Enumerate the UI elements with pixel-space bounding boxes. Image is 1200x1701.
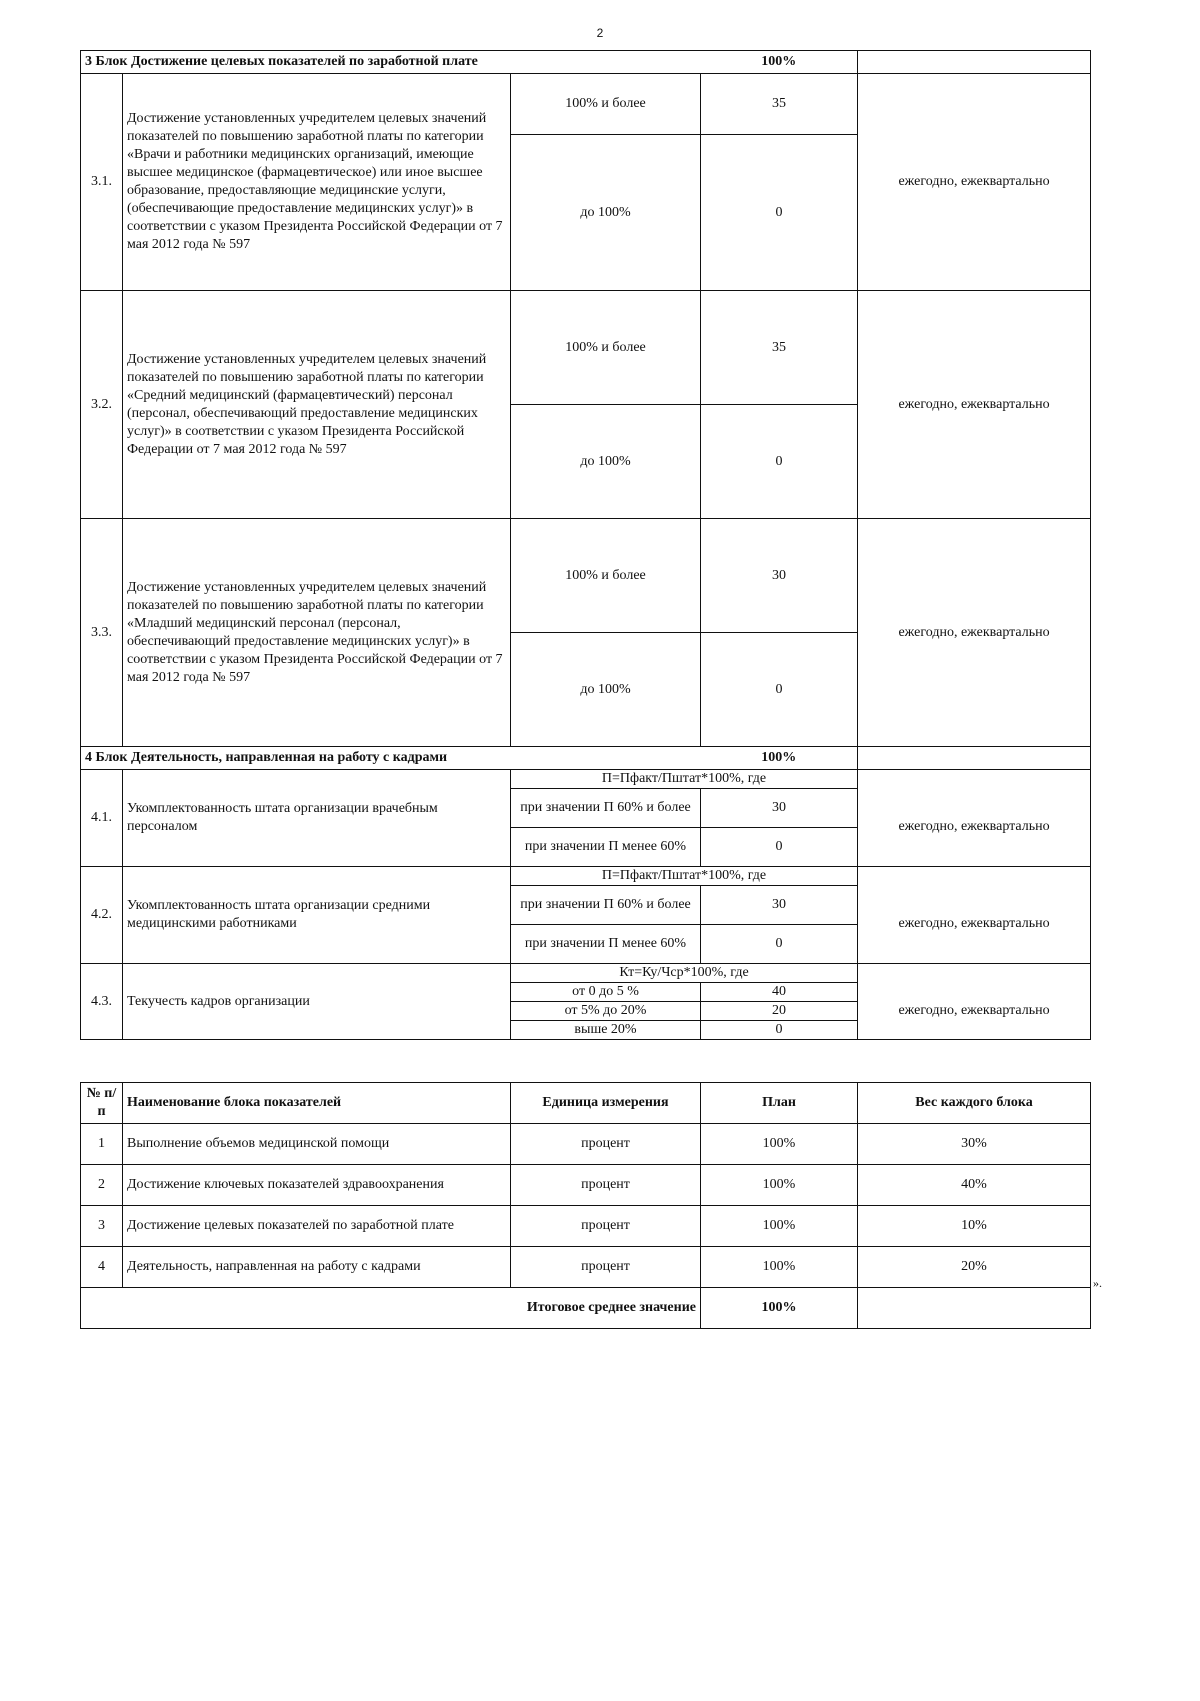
summary-plan: 100%	[701, 1165, 858, 1206]
header-unit: Единица измерения	[511, 1083, 701, 1124]
summary-name: Достижение ключевых показателей здравоохранения	[123, 1165, 511, 1206]
summary-total-row	[81, 1288, 1091, 1329]
table-row	[81, 770, 1091, 789]
points: 0	[701, 405, 858, 519]
summary-name: Достижение целевых показателей по заработной плате	[123, 1206, 511, 1247]
periodicity: ежегодно, ежеквартально	[858, 789, 1091, 867]
table-row	[81, 1165, 1091, 1206]
summary-unit: процент	[511, 1124, 701, 1165]
condition: 100% и более	[511, 74, 701, 135]
points: 0	[701, 1021, 858, 1040]
condition: от 5% до 20%	[511, 1002, 701, 1021]
summary-weight: 10%	[858, 1206, 1091, 1247]
table-row	[81, 74, 1091, 135]
points: 35	[701, 291, 858, 405]
condition: при значении П 60% и более	[511, 886, 701, 925]
row-number: 3.2.	[81, 291, 123, 519]
summary-num: 3	[81, 1206, 123, 1247]
summary-num: 4	[81, 1247, 123, 1288]
block4-title: 4 Блок Деятельность, направленная на работу с кадрами	[81, 747, 701, 770]
table-row	[81, 519, 1091, 633]
condition: при значении П менее 60%	[511, 925, 701, 964]
table-row	[81, 1124, 1091, 1165]
summary-plan: 100%	[701, 1124, 858, 1165]
condition: до 100%	[511, 633, 701, 747]
table-row	[81, 964, 1091, 983]
summary-plan: 100%	[701, 1247, 858, 1288]
summary-table	[80, 1082, 1091, 1329]
periodicity: ежегодно, ежеквартально	[858, 74, 1091, 291]
summary-weight: 30%	[858, 1124, 1091, 1165]
block3-weight: 100%	[701, 51, 858, 74]
points: 0	[701, 925, 858, 964]
block4-header	[81, 747, 1091, 770]
row-number: 4.3.	[81, 964, 123, 1040]
points: 30	[701, 886, 858, 925]
row-number: 4.2.	[81, 867, 123, 964]
condition: 100% и более	[511, 519, 701, 633]
points: 0	[701, 135, 858, 291]
condition: до 100%	[511, 135, 701, 291]
summary-header-row	[81, 1083, 1091, 1124]
indicator-description: Укомплектованность штата организации средними медицинскими работниками	[123, 867, 511, 964]
row-number: 4.1.	[81, 770, 123, 867]
block3-title: 3 Блок Достижение целевых показателей по заработной плате	[81, 51, 701, 74]
indicators-table	[80, 50, 1091, 1040]
condition: 100% и более	[511, 291, 701, 405]
summary-plan: 100%	[701, 1206, 858, 1247]
block3-header	[81, 51, 1091, 74]
summary-name: Деятельность, направленная на работу с кадрами	[123, 1247, 511, 1288]
header-num: № п/п	[81, 1083, 123, 1124]
points: 0	[701, 633, 858, 747]
formula: П=Пфакт/Пштат*100%, где	[511, 770, 858, 789]
summary-unit: процент	[511, 1165, 701, 1206]
summary-unit: процент	[511, 1206, 701, 1247]
summary-num: 2	[81, 1165, 123, 1206]
summary-num: 1	[81, 1124, 123, 1165]
row-number: 3.3.	[81, 519, 123, 747]
header-weight: Вес каждого блока	[858, 1083, 1091, 1124]
periodicity: ежегодно, ежеквартально	[858, 886, 1091, 964]
indicator-description: Достижение установленных учредителем целевых значений показателей по повышению заработной платы по категории «Младший медицинский персонал (персонал, обеспечивающий предоставление медицинских услуг)» в соответствии с указом Президента Российской Федерации от 7 мая 2012 года № 597	[123, 519, 511, 747]
table-row	[81, 1247, 1091, 1288]
formula: П=Пфакт/Пштат*100%, где	[511, 867, 858, 886]
summary-unit: процент	[511, 1247, 701, 1288]
summary-weight: 20%	[858, 1247, 1091, 1288]
periodicity: ежегодно, ежеквартально	[858, 983, 1091, 1040]
summary-weight: 40%	[858, 1165, 1091, 1206]
condition: при значении П менее 60%	[511, 828, 701, 867]
header-name: Наименование блока показателей	[123, 1083, 511, 1124]
summary-name: Выполнение объемов медицинской помощи	[123, 1124, 511, 1165]
periodicity: ежегодно, ежеквартально	[858, 291, 1091, 519]
table-row	[81, 1206, 1091, 1247]
indicator-description: Достижение установленных учредителем целевых значений показателей по повышению заработной платы по категории «Врачи и работники медицинских организаций, имеющие высшее медицинское (фармацевтическое) или иное высшее образование, предоставляющие медицинские услуги, (обеспечивающие предоставление медицинских услуг)» в соответствии с указом Президента Российской Федерации от 7 мая 2012 года № 597	[123, 74, 511, 291]
total-value: 100%	[701, 1288, 858, 1329]
table-row	[81, 291, 1091, 405]
points: 30	[701, 789, 858, 828]
periodicity: ежегодно, ежеквартально	[858, 519, 1091, 747]
points: 35	[701, 74, 858, 135]
points: 30	[701, 519, 858, 633]
condition: до 100%	[511, 405, 701, 519]
condition: при значении П 60% и более	[511, 789, 701, 828]
header-plan: План	[701, 1083, 858, 1124]
formula: Кт=Ку/Чср*100%, где	[511, 964, 858, 983]
condition: от 0 до 5 %	[511, 983, 701, 1002]
row-number: 3.1.	[81, 74, 123, 291]
indicator-description: Укомплектованность штата организации врачебным персоналом	[123, 770, 511, 867]
condition: выше 20%	[511, 1021, 701, 1040]
indicator-description: Текучесть кадров организации	[123, 964, 511, 1040]
block4-weight: 100%	[701, 747, 858, 770]
points: 20	[701, 1002, 858, 1021]
table-row	[81, 867, 1091, 886]
indicator-description: Достижение установленных учредителем целевых значений показателей по повышению заработной платы по категории «Средний медицинский (фармацевтический) персонал (персонал, обеспечивающий предоставление медицинских услуг)» в соответствии с указом Президента Российской Федерации от 7 мая 2012 года № 597	[123, 291, 511, 519]
closing-quote: ».	[1093, 1276, 1102, 1290]
points: 40	[701, 983, 858, 1002]
points: 0	[701, 828, 858, 867]
total-label: Итоговое среднее значение	[81, 1288, 701, 1329]
page-number: 2	[596, 26, 604, 40]
